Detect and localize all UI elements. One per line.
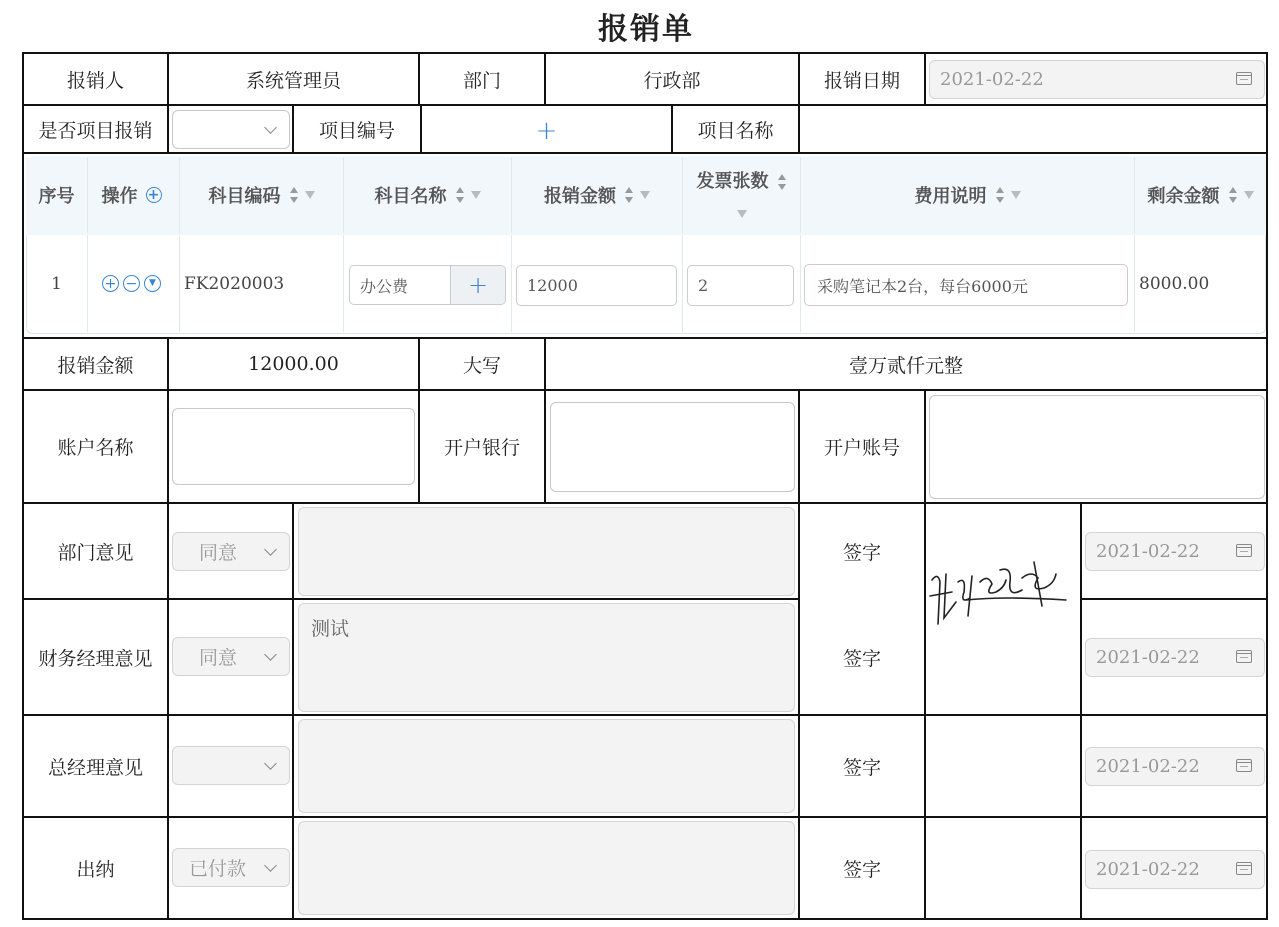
gm-comment-textarea[interactable] <box>298 719 795 813</box>
uppercase-label: 大写 <box>462 354 501 377</box>
page-title: 报销单 <box>598 12 694 47</box>
chevron-down-icon <box>264 757 277 770</box>
sort-icon <box>455 187 465 203</box>
col-subject-code[interactable]: 科目编码 <box>180 157 344 233</box>
description-input[interactable]: 采购笔记本2台，每台6000元 <box>804 264 1128 306</box>
sort-icon <box>624 187 634 203</box>
dept-date-picker[interactable]: 2021-02-22 <box>1085 532 1265 571</box>
cashier-comment-textarea[interactable] <box>298 821 795 915</box>
total-amount-label: 报销金额 <box>57 354 134 377</box>
account-no-input[interactable] <box>929 395 1265 499</box>
gm-sign-label: 签字 <box>842 756 881 779</box>
col-actions: 操作 + <box>88 157 180 233</box>
invoice-count-input[interactable]: 2 <box>687 265 794 306</box>
add-row-icon[interactable]: + <box>146 187 162 203</box>
row-actions <box>88 235 180 332</box>
bank-label: 开户银行 <box>443 437 520 459</box>
claimant-label: 报销人 <box>66 69 124 92</box>
chevron-down-icon <box>264 543 277 556</box>
filter-icon <box>1011 191 1021 199</box>
row-description-cell <box>801 235 1135 332</box>
claimant-value: 系统管理员 <box>245 69 341 92</box>
account-no-label: 开户账号 <box>823 437 900 459</box>
dept-sign-label: 签字 <box>842 541 881 564</box>
col-index: 序号 <box>26 157 88 233</box>
row-amount-cell <box>512 235 683 332</box>
cashier-date-picker[interactable]: 2021-02-22 <box>1085 850 1265 889</box>
row-index: 1 <box>26 235 88 332</box>
col-subject-name[interactable]: 科目名称 <box>344 157 512 233</box>
calendar-icon <box>1236 759 1252 772</box>
subject-name-value: 办公费 <box>360 276 409 296</box>
cashier-label: 出纳 <box>76 858 115 881</box>
claim-date-picker[interactable] <box>929 60 1265 99</box>
filter-icon <box>737 210 747 218</box>
finance-date-picker[interactable]: 2021-02-22 <box>1085 638 1265 677</box>
calendar-icon <box>1236 650 1252 663</box>
chevron-down-icon <box>264 121 277 134</box>
finance-opinion-select[interactable]: 同意 <box>172 637 290 676</box>
signature-image <box>926 552 1078 632</box>
dept-label: 部门 <box>462 69 501 92</box>
col-remaining[interactable]: 剩余金额 <box>1135 157 1266 233</box>
dept-opinion-label: 部门意见 <box>57 541 134 564</box>
sort-icon <box>1228 187 1238 203</box>
gm-date-picker[interactable]: 2021-02-22 <box>1085 747 1265 786</box>
row-subject-name-cell <box>344 235 512 332</box>
account-name-label: 账户名称 <box>57 437 134 459</box>
total-amount-value: 12000.00 <box>248 353 339 375</box>
dept-comment-textarea[interactable] <box>298 507 795 596</box>
col-invoice-count[interactable]: 发票张数 <box>683 157 801 233</box>
finance-opinion-label: 财务经理意见 <box>38 647 153 670</box>
chevron-down-icon <box>264 648 277 661</box>
dept-value: 行政部 <box>643 69 701 92</box>
is-project-label: 是否项目报销 <box>38 119 153 142</box>
cashier-status-select[interactable]: 已付款 <box>172 848 290 887</box>
uppercase-value: 壹万贰仟元整 <box>848 354 963 377</box>
row-remaining: 8000.00 <box>1139 273 1210 294</box>
bank-input[interactable] <box>550 402 795 492</box>
chevron-down-icon <box>264 859 277 872</box>
sort-icon <box>777 174 787 190</box>
finance-sign-label: 签字 <box>842 647 881 670</box>
subject-name-picker[interactable] <box>349 265 506 305</box>
account-name-input[interactable] <box>172 408 415 485</box>
finance-comment-textarea[interactable]: 测试 <box>298 603 795 712</box>
filter-icon <box>640 191 650 199</box>
calendar-icon <box>1236 72 1252 85</box>
cashier-sign-label: 签字 <box>842 858 881 881</box>
select-subject-icon[interactable]: + <box>450 266 505 304</box>
calendar-icon <box>1236 862 1252 875</box>
is-project-select[interactable] <box>172 110 290 149</box>
sort-icon <box>289 187 299 203</box>
amount-input[interactable]: 12000 <box>516 265 677 306</box>
filter-icon <box>305 191 315 199</box>
row-invoice-cell <box>683 235 801 332</box>
gm-opinion-label: 总经理意见 <box>47 756 143 779</box>
project-name-label: 项目名称 <box>697 119 774 142</box>
calendar-icon <box>1236 544 1252 557</box>
add-row-icon[interactable]: + <box>102 275 119 292</box>
expense-detail-grid <box>26 157 1266 334</box>
col-description[interactable]: 费用说明 <box>801 157 1135 233</box>
sort-icon <box>995 187 1005 203</box>
remove-row-icon[interactable]: − <box>123 275 140 292</box>
col-amount[interactable]: 报销金额 <box>512 157 683 233</box>
dept-opinion-select[interactable]: 同意 <box>172 532 290 571</box>
chevron-down-icon[interactable]: ▼ <box>144 275 161 292</box>
claim-date-value: 2021-02-22 <box>940 69 1044 90</box>
filter-icon <box>1244 191 1254 199</box>
project-code-label: 项目编号 <box>318 119 395 142</box>
project-name-value <box>800 106 1266 152</box>
date-label: 报销日期 <box>823 69 900 92</box>
gm-opinion-select[interactable] <box>172 746 290 785</box>
add-project-icon[interactable]: + <box>535 116 558 146</box>
row-subject-code: FK2020003 <box>180 235 344 332</box>
filter-icon <box>471 191 481 199</box>
